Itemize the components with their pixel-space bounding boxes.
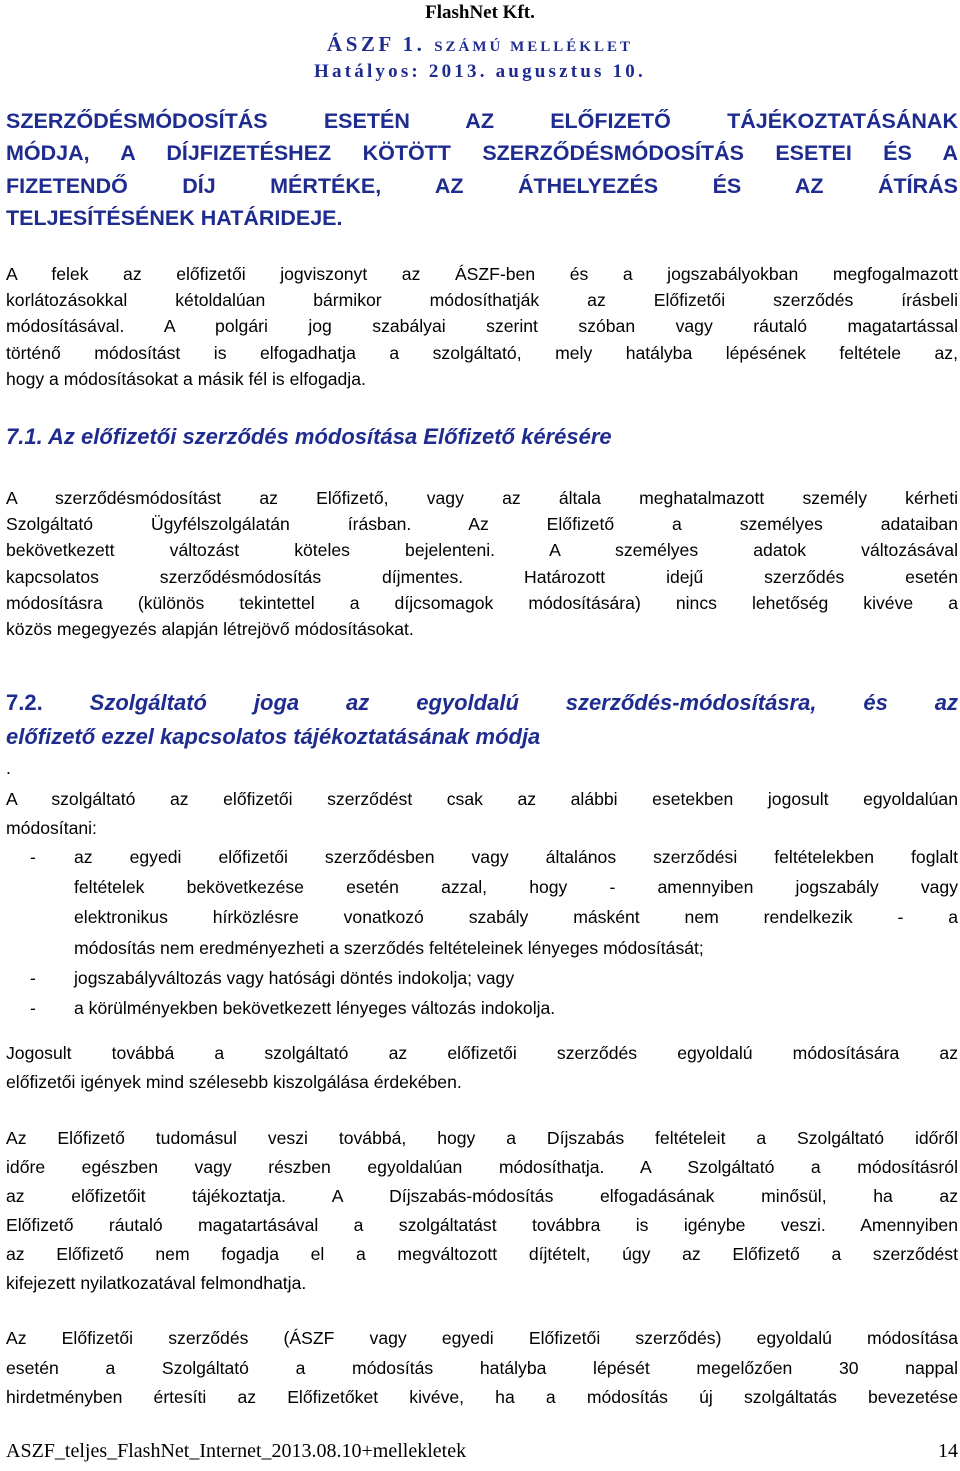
list-item-line: elektronikus hírközlésre vonatkozó szabály másként nem rendelkezik - a bbox=[74, 907, 958, 928]
paragraph-line: Az Előfizető tudomásul veszi továbbá, hogy a Díjszabás feltételeit a Szolgáltató időről bbox=[6, 1128, 958, 1148]
paragraph-line: A szerződésmódosítást az Előfizető, vagy az általa meghatalmazott személy kérheti bbox=[6, 488, 958, 508]
paragraph-line: A felek az előfizetői jogviszonyt az ÁSZF-ben és a jogszabályokban megfogalmazott bbox=[6, 264, 958, 284]
paragraph-line: kifejezett nyilatkozatával felmondhatja. bbox=[6, 1273, 307, 1294]
list-item-line: feltételek bekövetkezése esetén azzal, hogy - amennyiben jogszabály vagy bbox=[74, 877, 958, 898]
list-dash: - bbox=[30, 847, 36, 867]
paragraph-line: előfizetői igények mind szélesebb kiszolgálása érdekében. bbox=[6, 1072, 462, 1092]
paragraph-line: Szolgáltató Ügyfélszolgálatán írásban. Az Előfizető a személyes adataiban bbox=[6, 514, 958, 535]
paragraph-line: bekövetkezett változást köteles bejelenteni. A személyes adatok változásával bbox=[6, 540, 958, 561]
effective-date: Hatályos: 2013. augusztus 10. bbox=[314, 61, 646, 82]
paragraph-line: Az Előfizetői szerződés (ÁSZF vagy egyedi Előfizetői szerződés) egyoldalú módosítása bbox=[6, 1328, 958, 1348]
annex-title-sub: SZÁMÚ MELLÉKLET bbox=[434, 39, 633, 55]
heading-line bbox=[6, 686, 958, 720]
paragraph-line: korlátozásokkal kétoldalúan bármikor módosíthatják az Előfizetői szerződés írásbeli bbox=[6, 290, 958, 311]
paragraph-line: történő módosítást is elfogadhatja a szolgáltató, mely hatályba lépésének feltétele az, bbox=[6, 342, 958, 363]
paragraph-line: közös megegyezés alapján létrejövő módosításokat. bbox=[6, 619, 414, 640]
paragraph-line: időre egészben vagy részben egyoldalúan módosíthatja. A Szolgáltató a módosításról bbox=[6, 1157, 958, 1178]
paragraph-line: az előfizetőit tájékoztatja. A Díjszabás-módosítás elfogadásának minősül, ha az bbox=[6, 1186, 958, 1207]
paragraph-line: hogy a módosításokat a másik fél is elfogadja. bbox=[6, 368, 366, 389]
list-dash: - bbox=[30, 967, 36, 988]
paragraph-notification bbox=[6, 1324, 958, 1413]
paragraph-line: módosítani: bbox=[6, 818, 97, 838]
footer-filename: ASZF_teljes_FlashNet_Internet_2013.08.10+mellekletek bbox=[6, 1440, 467, 1462]
conditions-list bbox=[6, 842, 958, 1023]
list-item bbox=[6, 963, 958, 993]
list-item-line: az egyedi előfizetői szerződésben vagy általános szerződési feltételekben foglalt bbox=[74, 847, 958, 867]
paragraph-line: módosításra (különös tekintettel a díjcsomagok módosítására) nincs lehetőség kivéve a bbox=[6, 592, 958, 613]
paragraph-line: A szolgáltató az előfizetői szerződést csak az alábbi esetekben jogosult egyoldalúan bbox=[6, 789, 958, 809]
title-line: TELJESÍTÉSÉNEK HATÁRIDEJE. bbox=[6, 205, 343, 230]
section-7-1-heading: 7.1. Az előfizetői szerződés módosítása Előfizető kérésére bbox=[6, 424, 612, 449]
title-line: MÓDJA, A DÍJFIZETÉSHEZ KÖTÖTT SZERZŐDÉSMÓDOSÍTÁS ESETEI ÉS A bbox=[6, 141, 958, 166]
intro-paragraph bbox=[6, 261, 958, 392]
annex-title bbox=[0, 32, 960, 57]
section-7-1-paragraph bbox=[6, 485, 958, 642]
list-item bbox=[6, 842, 958, 963]
paragraph-line: Jogosult továbbá a szolgáltató az előfizetői szerződés egyoldalú módosítására az bbox=[6, 1043, 958, 1063]
section-7-2-lead bbox=[6, 785, 958, 843]
paragraph-line: Előfizető ráutaló magatartásával a szolgáltatást továbbra is igénybe veszi. Amennyiben bbox=[6, 1215, 958, 1236]
paragraph-line: hirdetményben értesíti az Előfizetőket kivéve, ha a módosítás új szolgáltatás bevezetése bbox=[6, 1387, 958, 1407]
list-item bbox=[6, 993, 958, 1023]
paragraph-line: módosításával. A polgári jog szabályai szerint szóban vagy ráutaló magatartással bbox=[6, 316, 958, 337]
heading-text: Szolgáltató joga az egyoldalú szerződés-módosításra, és az bbox=[89, 690, 959, 715]
paragraph-line: az Előfizető nem fogadja el a megváltozott díjtételt, úgy az Előfizető a szerződést bbox=[6, 1244, 958, 1265]
heading-line: előfizető ezzel kapcsolatos tájékoztatásának módja bbox=[6, 724, 541, 749]
paragraph-line: esetén a Szolgáltató a módosítás hatályba lépését megelőzően 30 nappal bbox=[6, 1357, 958, 1378]
main-title bbox=[6, 105, 958, 234]
title-line: SZERZŐDÉSMÓDOSÍTÁS ESETÉN AZ ELŐFIZETŐ TÁJÉKOZTATÁSÁNAK bbox=[6, 109, 958, 133]
annex-title-main: ÁSZF 1. bbox=[327, 32, 426, 56]
stray-dot: . bbox=[6, 758, 11, 778]
section-number: 7.2. bbox=[6, 690, 43, 715]
paragraph-further-rights bbox=[6, 1039, 958, 1097]
title-line: FIZETENDŐ DÍJ MÉRTÉKE, AZ ÁTHELYEZÉS ÉS AZ ÁTÍRÁS bbox=[6, 173, 958, 198]
list-item-line: a körülményekben bekövetkezett lényeges változás indokolja. bbox=[74, 998, 556, 1019]
list-item-line: módosítás nem eredményezheti a szerződés feltételeinek lényeges módosítását; bbox=[74, 937, 704, 958]
paragraph-tariff-changes bbox=[6, 1124, 958, 1299]
company-name: FlashNet Kft. bbox=[425, 2, 535, 23]
page-number: 14 bbox=[938, 1440, 958, 1462]
list-item-line: jogszabályváltozás vagy hatósági döntés indokolja; vagy bbox=[74, 967, 515, 988]
section-7-2-heading bbox=[6, 686, 958, 754]
paragraph-line: kapcsolatos szerződésmódosítás díjmentes. Határozott idejű szerződés esetén bbox=[6, 566, 958, 587]
list-dash: - bbox=[30, 998, 36, 1019]
